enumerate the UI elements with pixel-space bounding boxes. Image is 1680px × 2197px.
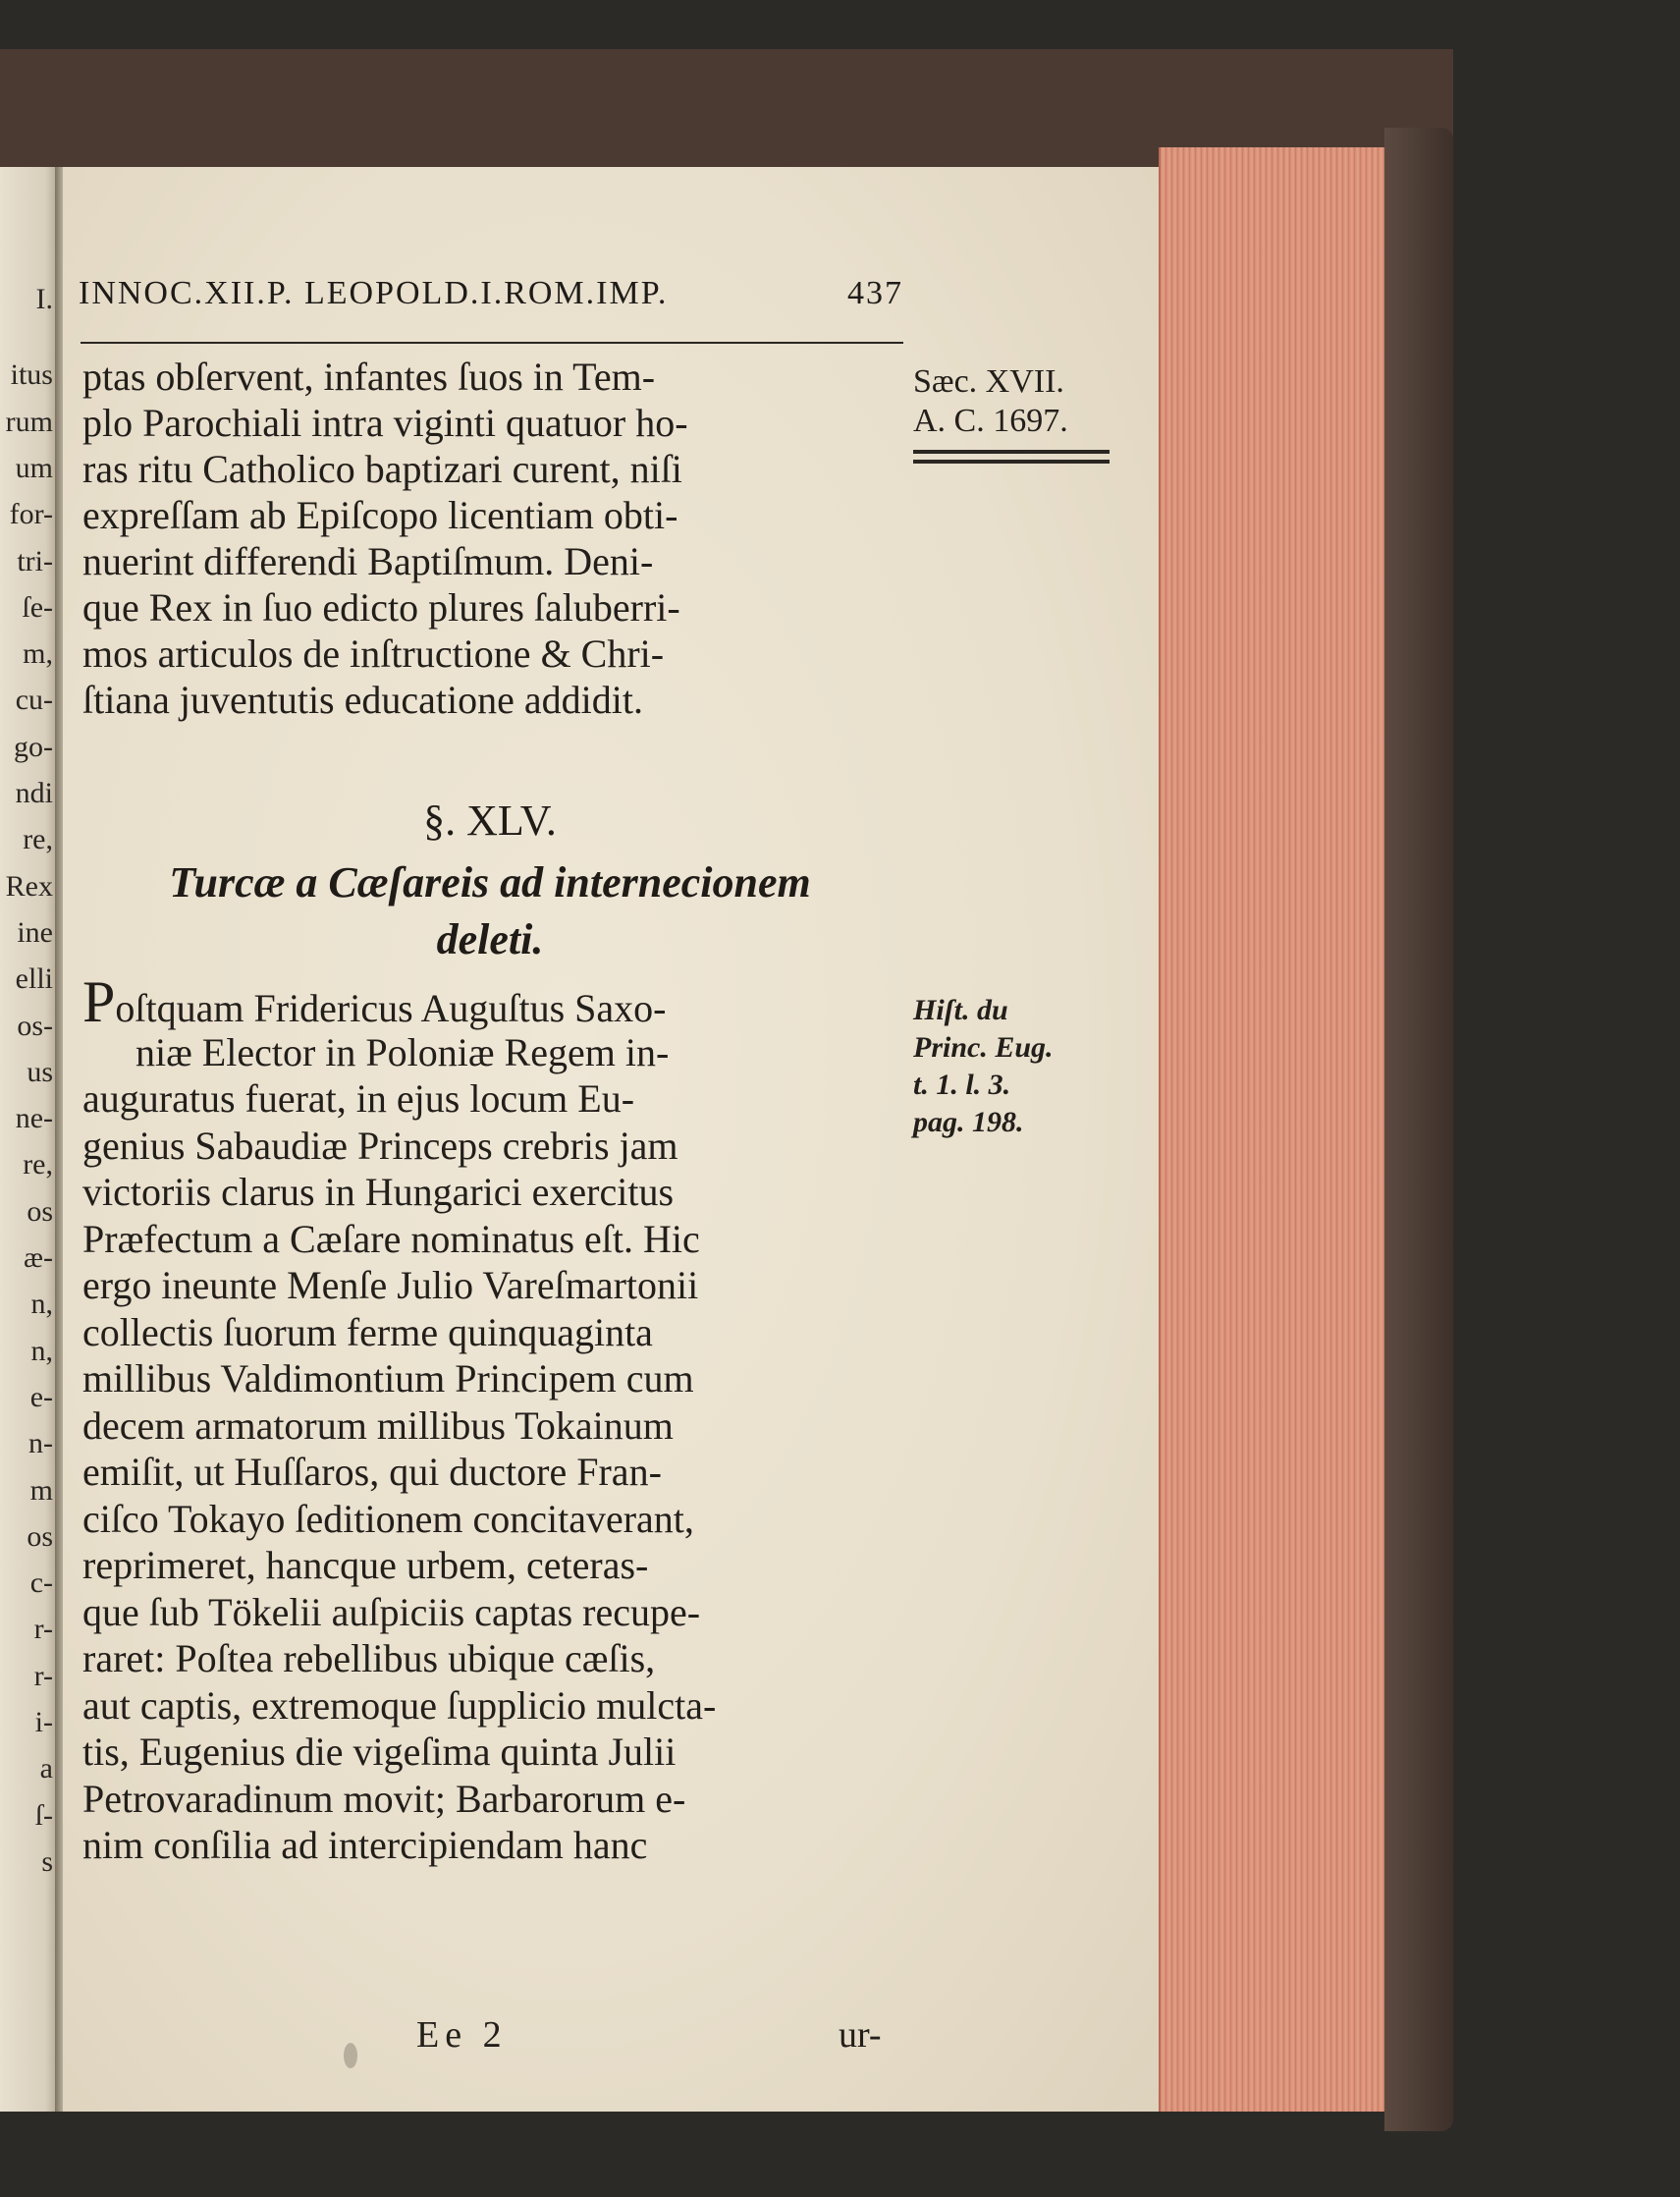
- section-heading: [82, 854, 897, 968]
- prev-page-fragment: for-: [9, 498, 53, 531]
- text-line: mos articulos de inſtructione & Chri-: [82, 632, 665, 676]
- text-line: tis, Eugenius die vigeſima quinta Julii: [82, 1730, 677, 1774]
- text-line: genius Sabaudiæ Princeps crebris jam: [82, 1123, 678, 1168]
- prev-page-fragment: s: [41, 1844, 53, 1878]
- heading-line: deleti.: [436, 915, 544, 963]
- signature-mark: Ee 2: [416, 2014, 508, 2056]
- page-number: 437: [847, 275, 903, 311]
- text-line: expreſſam ab Epiſcopo licentiam obti-: [82, 493, 678, 537]
- prev-page-fragment: os-: [17, 1009, 53, 1042]
- prev-page-fragment: ſe-: [22, 590, 53, 624]
- prev-page-fragment: re,: [23, 823, 53, 856]
- margin-reference: t. 1. l. 3.: [913, 1069, 1011, 1101]
- text-line: ſtiana juventutis educatione addidit.: [82, 678, 643, 722]
- prev-page-fragment: elli: [15, 962, 53, 996]
- section-number: §. XLV.: [423, 796, 557, 845]
- text-line: millibus Valdimontium Principem cum: [82, 1356, 694, 1401]
- prev-page-fragment: I.: [35, 283, 53, 315]
- body-main: [82, 969, 897, 1869]
- text-line: ras ritu Catholico baptizari curent, niſi: [82, 447, 682, 491]
- text-line: que Rex in ſuo edicto plures ſaluberri-: [82, 585, 680, 630]
- body-top: [82, 354, 897, 723]
- text-line: ciſco Tokayo ſeditionem concitaverant,: [82, 1496, 694, 1541]
- paper-mark: [344, 2043, 357, 2068]
- prev-page-fragment: um: [15, 451, 53, 484]
- prev-page-fragment: cu-: [15, 684, 53, 717]
- page: [63, 167, 1172, 2112]
- text-line: Præfectum a Cæſare nominatus eſt. Hic: [82, 1216, 700, 1261]
- catchword: ur-: [839, 2014, 882, 2056]
- prev-page-fragment: ndi: [15, 777, 53, 809]
- prev-page-fragment: Rex: [5, 869, 53, 903]
- margin-rule: [913, 460, 1110, 464]
- prev-page-fragment: go-: [14, 730, 53, 763]
- prev-page-fragment: æ-: [24, 1241, 53, 1274]
- text-line: emiſit, ut Huſſaros, qui ductore Fran-: [82, 1450, 662, 1494]
- margin-reference: pag. 198.: [913, 1106, 1024, 1138]
- prev-page-fragment: os: [27, 1519, 53, 1553]
- previous-page-edge: [0, 167, 57, 2112]
- prev-page-fragment: ſ-: [34, 1798, 53, 1832]
- text-line: nim conſilia ad intercipiendam hanc: [82, 1823, 648, 1867]
- margin-rule: [913, 450, 1110, 454]
- text-line: plo Parochiali intra viginti quatuor ho-: [82, 401, 688, 445]
- prev-page-fragment: re,: [23, 1148, 53, 1181]
- prev-page-fragment: r-: [33, 1613, 53, 1646]
- text-line: aut captis, extremoque ſupplicio mulcta-: [82, 1682, 717, 1728]
- drop-cap: P: [82, 969, 116, 1034]
- prev-page-fragment: ine: [17, 915, 53, 949]
- text-line: niæ Elector in Poloniæ Regem in-: [135, 1029, 670, 1074]
- heading-line: Turcæ a Cæſareis ad internecionem: [169, 858, 811, 906]
- text-line: collectis ſuorum ferme quinquaginta: [82, 1309, 653, 1354]
- text-line: auguratus fuerat, in ejus locum Eu-: [82, 1076, 635, 1121]
- prev-page-fragment: a: [39, 1752, 53, 1785]
- running-title: INNOC.XII.P. LEOPOLD.I.ROM.IMP.: [79, 275, 669, 311]
- header-rule: [81, 342, 903, 344]
- text-line: Petrovaradinum movit; Barbarorum e-: [82, 1776, 686, 1821]
- book-cover: [1384, 128, 1453, 2131]
- prev-page-fragment: i-: [34, 1706, 53, 1738]
- prev-page-fragment: m: [29, 1473, 53, 1507]
- text-line: ergo ineunte Menſe Julio Vareſmartonii: [82, 1263, 699, 1307]
- text-line: nuerint differendi Baptiſmum. Deni-: [82, 539, 654, 583]
- prev-page-fragment: tri-: [17, 544, 53, 577]
- prev-page-fragment: rum: [5, 405, 53, 438]
- prev-page-fragment: n,: [30, 1288, 53, 1321]
- page-block-edge: [1159, 147, 1396, 2112]
- prev-page-fragment: r-: [33, 1659, 53, 1692]
- prev-page-fragment: ne-: [15, 1102, 53, 1135]
- margin-reference: Hiſt. du: [913, 994, 1008, 1026]
- prev-page-fragment: e-: [29, 1380, 53, 1413]
- text-line: Poſtquam Fridericus Auguſtus Saxo-: [82, 969, 667, 1034]
- margin-year: A. C. 1697.: [913, 403, 1068, 439]
- margin-reference: Princ. Eug.: [913, 1031, 1054, 1064]
- text-line: victoriis clarus in Hungarici exercitus: [82, 1170, 675, 1214]
- prev-page-fragment: n,: [30, 1334, 53, 1367]
- text-line: ptas obſervent, infantes ſuos in Tem-: [82, 355, 656, 399]
- running-header: [79, 275, 903, 312]
- text-line: raret: Poſtea rebellibus ubique cæſis,: [82, 1636, 656, 1680]
- prev-page-fragment: m,: [23, 637, 53, 671]
- prev-page-fragment: c-: [29, 1566, 53, 1600]
- text-line: que ſub Tökelii auſpiciis captas recupe-: [82, 1589, 701, 1634]
- prev-page-fragment: n-: [28, 1427, 53, 1460]
- text-line: decem armatorum millibus Tokainum: [82, 1402, 674, 1448]
- prev-page-fragment: os: [27, 1194, 53, 1228]
- prev-page-fragment: us: [27, 1055, 53, 1088]
- prev-page-fragment: itus: [10, 358, 53, 392]
- margin-century: Sæc. XVII.: [913, 363, 1064, 400]
- book: [0, 49, 1453, 2072]
- text-line: reprimeret, hancque urbem, ceteras-: [82, 1543, 649, 1587]
